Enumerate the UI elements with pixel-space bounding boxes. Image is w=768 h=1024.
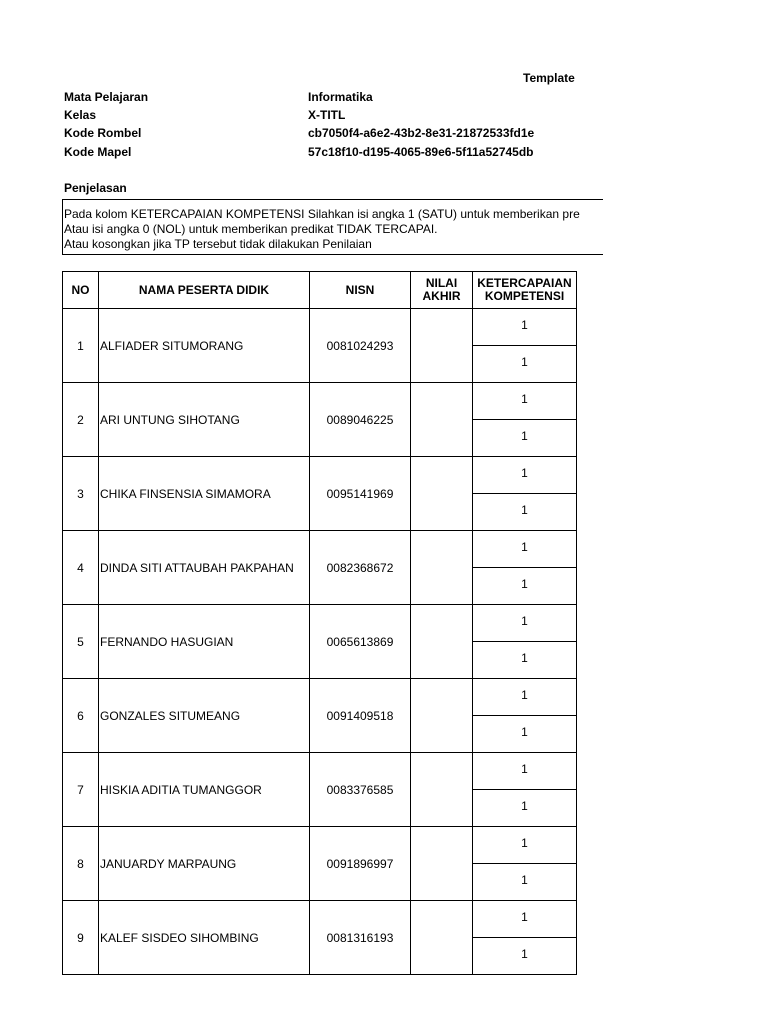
kompetensi-value: 1 xyxy=(521,910,528,924)
cell-kompetensi[interactable] xyxy=(473,901,577,938)
cell-nama[interactable]: ARI UNTUNG SIHOTANG xyxy=(99,383,310,457)
table-row xyxy=(63,679,577,716)
meta-label-mata-pelajaran: Mata Pelajaran xyxy=(64,90,149,104)
cell-kompetensi[interactable] xyxy=(473,790,577,827)
penjelasan-line: Atau kosongkan jika TP tersebut tidak dilakukan Penilaian xyxy=(64,237,372,251)
template-title: Template xyxy=(523,71,575,85)
cell-nisn[interactable]: 0081316193 xyxy=(310,901,411,975)
cell-nilai-akhir[interactable] xyxy=(411,383,473,457)
meta-label-kode-mapel: Kode Mapel xyxy=(64,145,132,159)
header-no: NO xyxy=(63,272,99,309)
cell-nilai-akhir[interactable] xyxy=(411,457,473,531)
meta-label-kelas: Kelas xyxy=(64,108,97,122)
table-row xyxy=(63,901,577,938)
penjelasan-title: Penjelasan xyxy=(64,181,127,195)
cell-kompetensi[interactable] xyxy=(473,531,577,568)
cell-nama[interactable]: ALFIADER SITUMORANG xyxy=(99,309,310,383)
cell-no: 8 xyxy=(63,827,99,901)
cell-nama[interactable]: HISKIA ADITIA TUMANGGOR xyxy=(99,753,310,827)
kompetensi-value: 1 xyxy=(521,799,528,813)
cell-nilai-akhir[interactable] xyxy=(411,605,473,679)
table-row xyxy=(63,457,577,494)
cell-no: 1 xyxy=(63,309,99,383)
kompetensi-value: 1 xyxy=(521,688,528,702)
kompetensi-value: 1 xyxy=(521,318,528,332)
cell-nama[interactable]: FERNANDO HASUGIAN xyxy=(99,605,310,679)
cell-no: 9 xyxy=(63,901,99,975)
cell-kompetensi[interactable] xyxy=(473,864,577,901)
cell-nilai-akhir[interactable] xyxy=(411,309,473,383)
table-header-row xyxy=(63,272,577,309)
cell-kompetensi[interactable] xyxy=(473,494,577,531)
cell-nisn[interactable]: 0065613869 xyxy=(310,605,411,679)
table-row xyxy=(63,531,577,568)
meta-value-mata-pelajaran: Informatika xyxy=(308,90,373,104)
penjelasan-box xyxy=(62,199,603,255)
cell-nilai-akhir[interactable] xyxy=(411,827,473,901)
cell-nilai-akhir[interactable] xyxy=(411,753,473,827)
cell-no: 7 xyxy=(63,753,99,827)
cell-kompetensi[interactable] xyxy=(473,938,577,975)
cell-kompetensi[interactable] xyxy=(473,642,577,679)
cell-nisn[interactable]: 0091409518 xyxy=(310,679,411,753)
header-kompetensi xyxy=(473,272,577,309)
header-nilai-line: NILAI xyxy=(425,276,458,290)
cell-no: 2 xyxy=(63,383,99,457)
header-nisn: NISN xyxy=(310,272,411,309)
cell-nilai-akhir[interactable] xyxy=(411,679,473,753)
kompetensi-value: 1 xyxy=(521,540,528,554)
kompetensi-value: 1 xyxy=(521,651,528,665)
kompetensi-value: 1 xyxy=(521,614,528,628)
kompetensi-value: 1 xyxy=(521,466,528,480)
cell-kompetensi[interactable] xyxy=(473,827,577,864)
cell-nilai-akhir[interactable] xyxy=(411,901,473,975)
cell-nama[interactable]: DINDA SITI ATTAUBAH PAKPAHAN xyxy=(99,531,310,605)
cell-kompetensi[interactable] xyxy=(473,568,577,605)
cell-kompetensi[interactable] xyxy=(473,420,577,457)
penjelasan-line: Pada kolom KETERCAPAIAN KOMPETENSI Silahkan isi angka 1 (SATU) untuk memberikan pre xyxy=(64,207,580,221)
meta-value-kelas: X-TITL xyxy=(308,108,346,122)
header-nama: NAMA PESERTA DIDIK xyxy=(99,272,310,309)
header-nilai-line: AKHIR xyxy=(422,289,461,303)
cell-nisn[interactable]: 0089046225 xyxy=(310,383,411,457)
kompetensi-value: 1 xyxy=(521,725,528,739)
header-kompetensi-line: KOMPETENSI xyxy=(484,289,565,303)
cell-kompetensi[interactable] xyxy=(473,605,577,642)
kompetensi-value: 1 xyxy=(521,577,528,591)
kompetensi-value: 1 xyxy=(521,836,528,850)
cell-kompetensi[interactable] xyxy=(473,679,577,716)
meta-value-kode-mapel: 57c18f10-d195-4065-89e6-5f11a52745db xyxy=(308,145,534,159)
cell-kompetensi[interactable] xyxy=(473,716,577,753)
kompetensi-value: 1 xyxy=(521,762,528,776)
cell-nisn[interactable]: 0082368672 xyxy=(310,531,411,605)
kompetensi-value: 1 xyxy=(521,873,528,887)
cell-nama[interactable]: GONZALES SITUMEANG xyxy=(99,679,310,753)
cell-nisn[interactable]: 0081024293 xyxy=(310,309,411,383)
cell-no: 6 xyxy=(63,679,99,753)
header-kompetensi-line: KETERCAPAIAN xyxy=(477,276,572,290)
header-nilai-akhir xyxy=(411,272,473,309)
meta-value-kode-rombel: cb7050f4-a6e2-43b2-8e31-21872533fd1e xyxy=(308,126,535,140)
table-row xyxy=(63,605,577,642)
table-row xyxy=(63,309,577,346)
table-row xyxy=(63,383,577,420)
cell-no: 4 xyxy=(63,531,99,605)
kompetensi-value: 1 xyxy=(521,355,528,369)
cell-kompetensi[interactable] xyxy=(473,457,577,494)
kompetensi-value: 1 xyxy=(521,429,528,443)
kompetensi-value: 1 xyxy=(521,947,528,961)
penjelasan-line: Atau isi angka 0 (NOL) untuk memberikan predikat TIDAK TERCAPAI. xyxy=(64,222,438,236)
table-row xyxy=(63,753,577,790)
cell-no: 5 xyxy=(63,605,99,679)
cell-nilai-akhir[interactable] xyxy=(411,531,473,605)
cell-kompetensi[interactable] xyxy=(473,346,577,383)
cell-nisn[interactable]: 0083376585 xyxy=(310,753,411,827)
meta-label-kode-rombel: Kode Rombel xyxy=(64,126,142,140)
cell-nama[interactable]: KALEF SISDEO SIHOMBING xyxy=(99,901,310,975)
cell-kompetensi[interactable] xyxy=(473,309,577,346)
cell-nisn[interactable]: 0095141969 xyxy=(310,457,411,531)
cell-nisn[interactable]: 0091896997 xyxy=(310,827,411,901)
kompetensi-value: 1 xyxy=(521,392,528,406)
cell-nama[interactable]: CHIKA FINSENSIA SIMAMORA xyxy=(99,457,310,531)
cell-kompetensi[interactable] xyxy=(473,383,577,420)
student-table xyxy=(62,271,577,975)
cell-kompetensi[interactable] xyxy=(473,753,577,790)
cell-nama[interactable]: JANUARDY MARPAUNG xyxy=(99,827,310,901)
cell-no: 3 xyxy=(63,457,99,531)
table-row xyxy=(63,827,577,864)
kompetensi-value: 1 xyxy=(521,503,528,517)
